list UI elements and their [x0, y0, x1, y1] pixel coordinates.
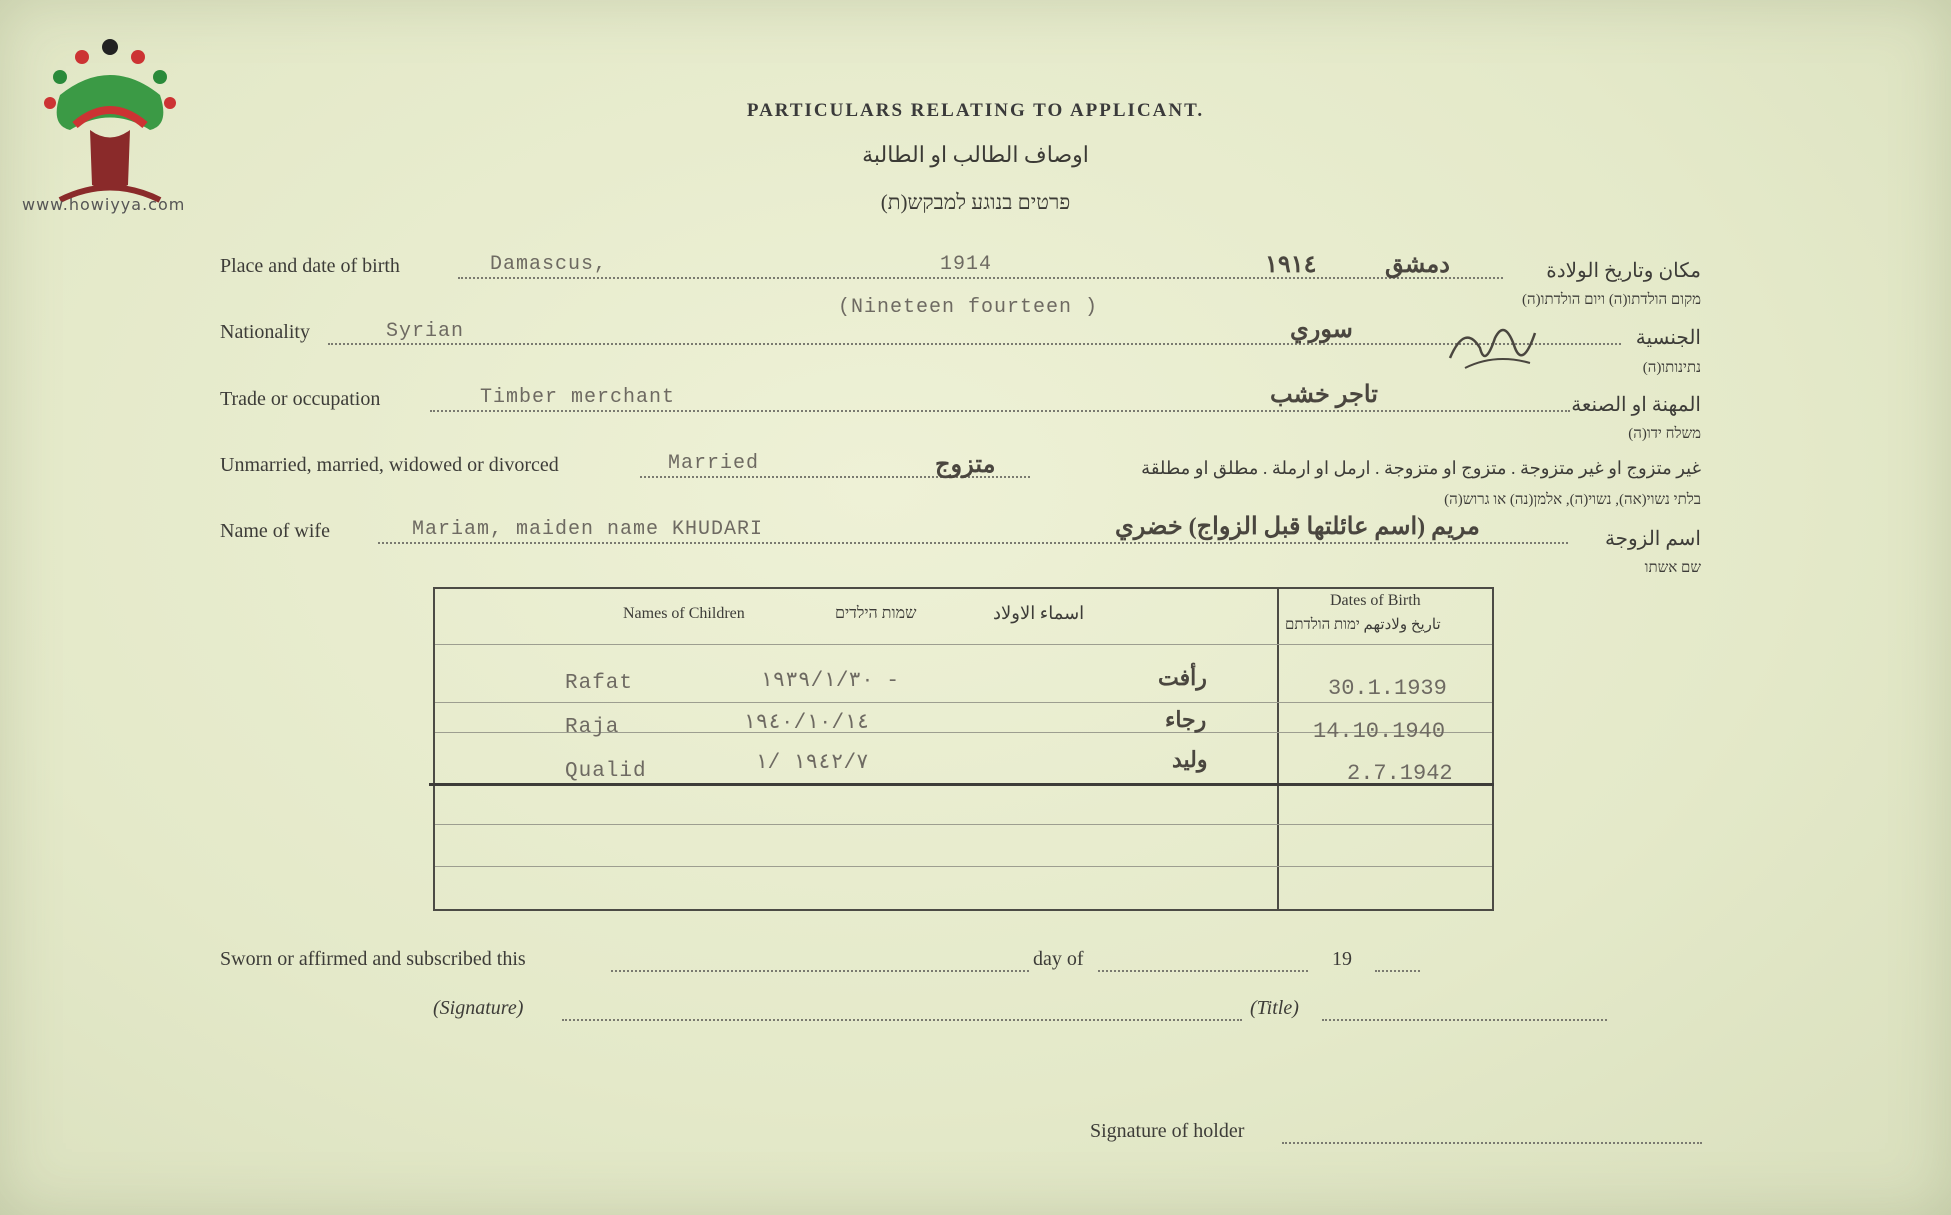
child-name: Raja	[565, 716, 620, 739]
children-header-arabic: اسماء الاولاد	[993, 603, 1085, 623]
marital-status-arabic-value: متزوج	[935, 452, 996, 478]
page-title: PARTICULARS RELATING TO APPLICANT.	[746, 100, 1205, 121]
occupation-dotted-line	[430, 409, 1570, 412]
birth-label-arabic: مكان وتاريخ الولادة	[1546, 260, 1701, 282]
holder-signature-label: Signature of holder	[1090, 1120, 1245, 1142]
table-row-line	[435, 866, 1492, 867]
nationality-dotted-line	[328, 342, 1621, 345]
occupation-label-arabic: المهنة او الصنعة	[1571, 394, 1701, 416]
occupation-value: Timber merchant	[480, 386, 676, 409]
occupation-label-hebrew: משלח ידו(ה)	[1628, 426, 1701, 442]
birth-label: Place and date of birth	[220, 255, 400, 277]
wife-name-value: Mariam, maiden name KHUDARI	[412, 518, 764, 541]
marital-label-arabic: غير متزوج او غير متزوجة . متزوج او متزوجة . ارمل او ارملة . مطلق او مطلقة	[1141, 458, 1701, 478]
birth-dotted-line	[458, 276, 1503, 279]
child-name-arabic: رجاء	[1165, 707, 1207, 732]
child-birth-date-arabic: ١٩٤٢/٧ /١	[755, 752, 869, 775]
child-birth-date: 14.10.1940	[1313, 719, 1446, 744]
table-row-line-ruled	[429, 783, 1494, 786]
children-header: Names of Children	[623, 605, 745, 622]
child-birth-date: 2.7.1942	[1347, 761, 1453, 786]
nationality-label: Nationality	[220, 321, 310, 343]
marital-status-label: Unmarried, married, widowed or divorced	[220, 454, 559, 476]
wife-name-label: Name of wife	[220, 520, 330, 542]
dob-header-arabic-hebrew: تاريخ ولادتهم ימות הולדתם	[1285, 617, 1441, 633]
marital-status-value: Married	[668, 452, 760, 475]
occupation-label: Trade or occupation	[220, 388, 381, 410]
wife-label-arabic: اسم الزوجة	[1604, 528, 1701, 550]
child-birth-date-arabic: ١٩٣٩/١/٣٠ -	[760, 670, 899, 693]
birth-year-value: 1914	[940, 253, 993, 276]
year-dotted-line	[1375, 969, 1420, 972]
child-birth-date: 30.1.1939	[1328, 676, 1447, 701]
official-initials-icon	[1445, 318, 1540, 378]
nationality-arabic-value: سوري	[1290, 317, 1353, 343]
table-header-divider	[435, 644, 1492, 645]
table-column-divider	[1277, 589, 1279, 909]
title-label: (Title)	[1250, 997, 1299, 1019]
child-birth-date-arabic: ١٩٤٠/١٠/١٤	[743, 712, 870, 735]
sworn-dotted-line	[611, 969, 1029, 972]
signature-label: (Signature)	[433, 997, 524, 1019]
birth-year-words: (Nineteen fourteen )	[838, 296, 1099, 319]
page-title-hebrew: פרטים בנוגע למבקש(ת)	[880, 190, 1071, 214]
signature-dotted-line	[562, 1018, 1242, 1021]
birth-label-hebrew: מקום הולדתו(ה) ויום הולדתו(ה)	[1522, 292, 1701, 308]
day-of-label: day of	[1033, 948, 1084, 970]
occupation-arabic-value: تاجر خشب	[1270, 382, 1378, 408]
child-name: Qualid	[565, 760, 647, 783]
wife-dotted-line	[378, 541, 1568, 544]
table-row-line	[435, 702, 1492, 703]
table-row-line	[435, 824, 1492, 825]
year-prefix: 19	[1332, 948, 1352, 970]
children-table	[433, 587, 1494, 911]
dob-header: Dates of Birth	[1330, 592, 1421, 609]
holder-signature-dotted-line	[1282, 1141, 1702, 1144]
nationality-label-arabic: الجنسية	[1635, 327, 1701, 349]
marital-label-hebrew: בלתי נשוי(אה), נשוי(ה), אלמן(נה) או גרוש(ה)	[1444, 492, 1701, 508]
wife-label-hebrew: שם אשתו	[1644, 560, 1701, 576]
child-name: Rafat	[565, 672, 634, 695]
page-title-arabic: اوصاف الطالب او الطالبة	[862, 142, 1089, 167]
nationality-value: Syrian	[386, 320, 465, 343]
title-dotted-line	[1322, 1018, 1607, 1021]
day-of-dotted-line	[1098, 969, 1308, 972]
logo-url: www.howiyya.com	[22, 195, 186, 214]
sworn-label: Sworn or affirmed and subscribed this	[220, 948, 526, 970]
nationality-label-hebrew: נתינותו(ה)	[1642, 360, 1701, 376]
birth-year-arabic: ١٩١٤	[1265, 252, 1317, 278]
child-name-arabic: وليد	[1172, 747, 1208, 772]
wife-name-arabic-value: مريم (اسم عائلتها قبل الزواج) خضري	[1115, 514, 1480, 540]
birth-place-value: Damascus,	[490, 253, 608, 276]
children-header-hebrew: שמות הילדים	[835, 605, 917, 622]
birth-place-arabic: دمشق	[1385, 252, 1450, 278]
child-name-arabic: رأفت	[1158, 665, 1207, 690]
